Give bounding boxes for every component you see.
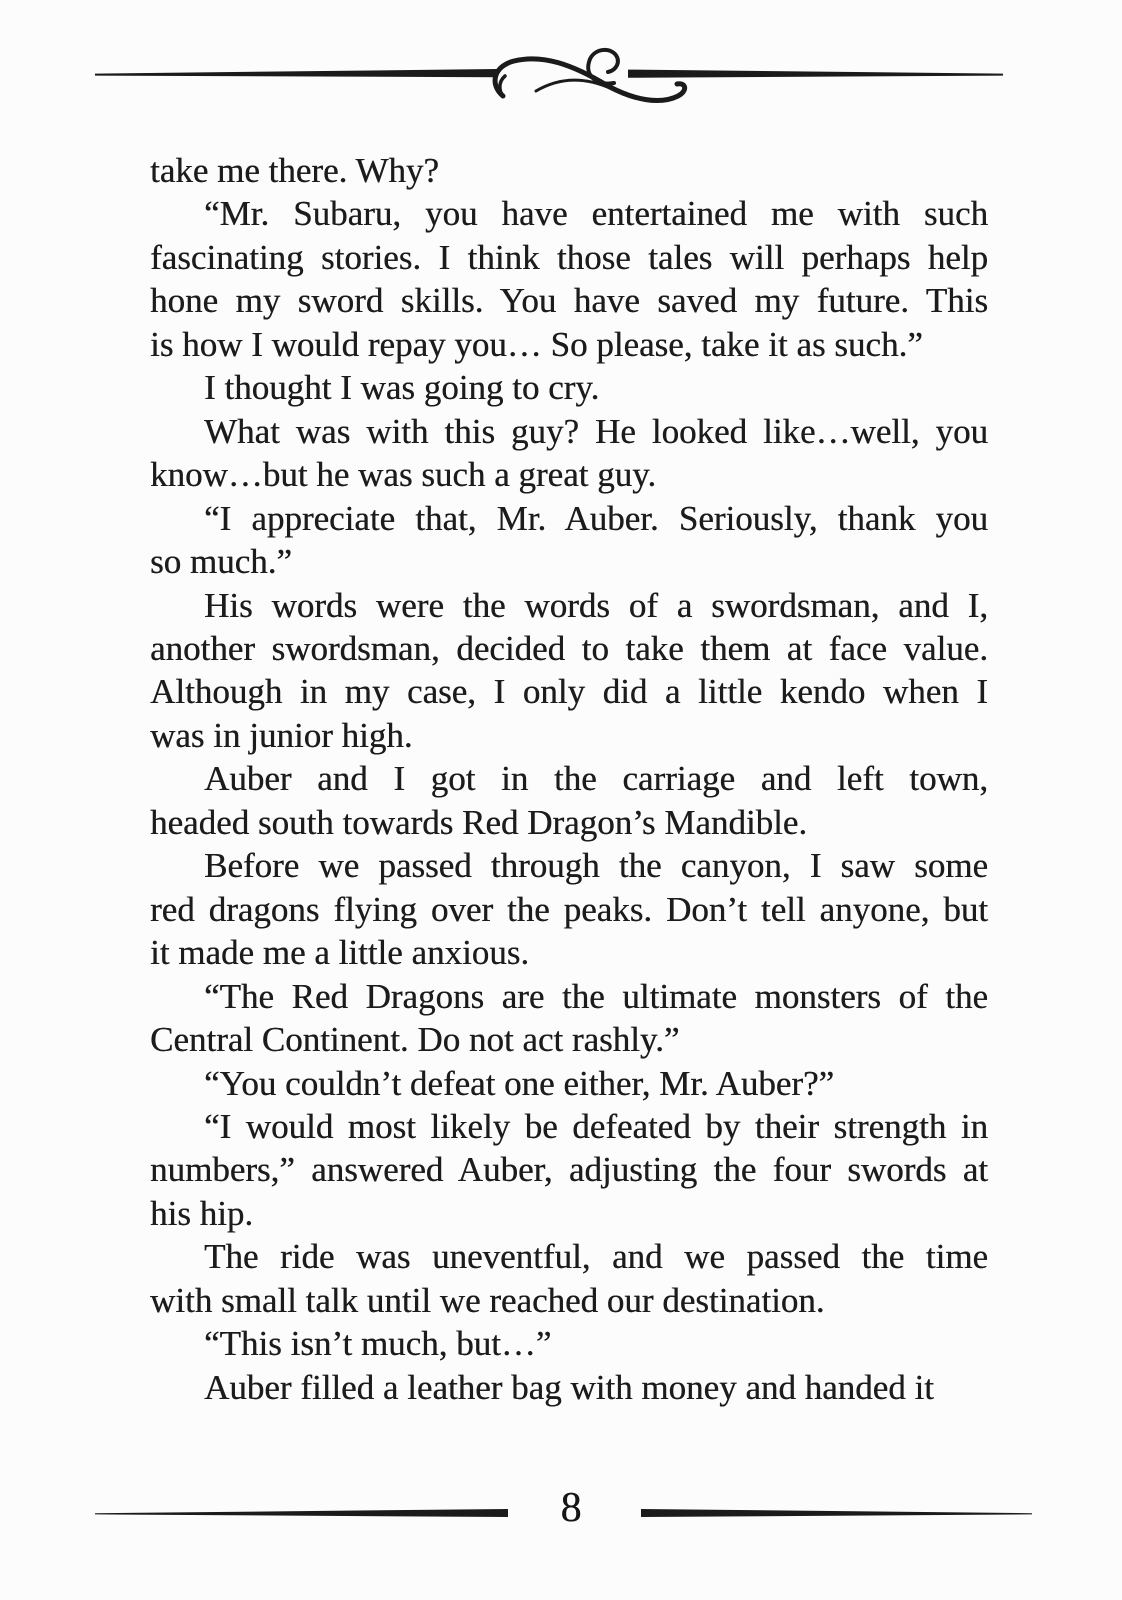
text-line: red dragons flying over the peaks. Don’t tell anyone, but bbox=[150, 889, 988, 929]
text-line: know…but he was such a great guy. bbox=[150, 455, 657, 495]
header-rule-left bbox=[95, 69, 497, 77]
header-flourish-divider-icon bbox=[0, 30, 1122, 130]
text-line: Although in my case, I only did a little kendo when I bbox=[150, 672, 988, 712]
text-line: another swordsman, decided to take them at face value. bbox=[150, 628, 988, 668]
text-line: “I would most likely be defeated by their strength in bbox=[204, 1106, 988, 1146]
text-line: What was with this guy? He looked like…well, you bbox=[204, 411, 988, 451]
text-line: hone my sword skills. You have saved my future. This bbox=[150, 281, 988, 321]
text-line: “Mr. Subaru, you have entertained me with such bbox=[204, 194, 988, 234]
text-line: I thought I was going to cry. bbox=[204, 368, 600, 408]
text-line: Auber and I got in the carriage and left town, bbox=[204, 759, 988, 799]
text-line: it made me a little anxious. bbox=[150, 933, 530, 973]
text-line: was in junior high. bbox=[150, 715, 413, 755]
text-line: so much.” bbox=[150, 542, 292, 582]
text-line: “The Red Dragons are the ultimate monsters of the bbox=[204, 976, 988, 1016]
text-line: is how I would repay you… So please, take it as such.” bbox=[150, 324, 923, 364]
text-line: “You couldn’t defeat one either, Mr. Auber?” bbox=[204, 1063, 835, 1103]
text-line: Auber filled a leather bag with money and handed it bbox=[204, 1367, 934, 1407]
text-line: “This isn’t much, but…” bbox=[204, 1324, 552, 1364]
text-line: with small talk until we reached our destination. bbox=[150, 1280, 825, 1320]
text-line: fascinating stories. I think those tales will perhaps help bbox=[150, 237, 988, 277]
text-line: headed south towards Red Dragon’s Mandible. bbox=[150, 802, 808, 842]
text-line: his hip. bbox=[150, 1193, 254, 1233]
text-line: numbers,” answered Auber, adjusting the four swords at bbox=[150, 1150, 988, 1190]
text-line: Before we passed through the canyon, I saw some bbox=[204, 846, 988, 886]
text-line: “I appreciate that, Mr. Auber. Seriously, thank you bbox=[204, 498, 988, 538]
text-line: take me there. Why? bbox=[150, 151, 439, 190]
text-line: The ride was uneventful, and we passed the time bbox=[204, 1237, 988, 1277]
footer-rule-left bbox=[95, 1507, 508, 1519]
text-line: Central Continent. Do not act rashly.” bbox=[150, 1020, 680, 1060]
footer-rule-right bbox=[641, 1507, 1032, 1519]
page-text bbox=[150, 149, 988, 1409]
header-rule-right bbox=[628, 70, 1003, 78]
text-line: His words were the words of a swordsman, and I, bbox=[204, 585, 988, 625]
page-number: 8 bbox=[560, 1485, 582, 1531]
